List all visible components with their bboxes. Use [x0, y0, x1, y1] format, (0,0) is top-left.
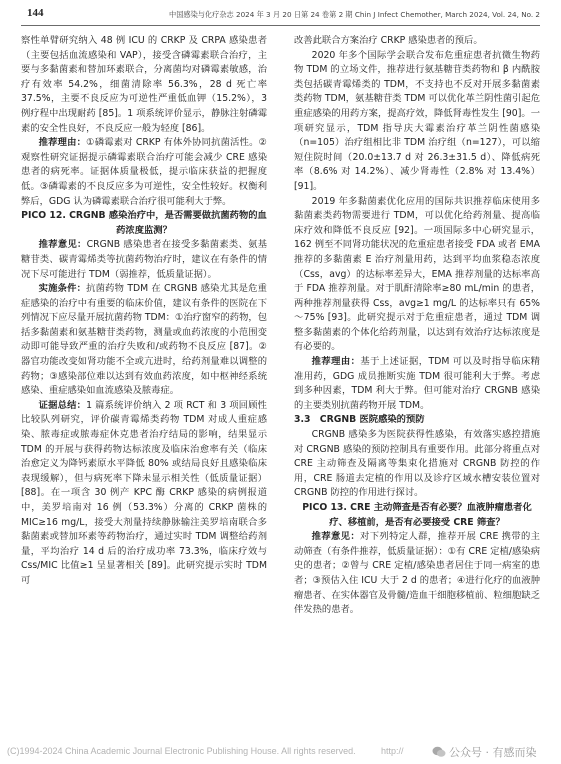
paragraph-text: 抗菌药物 TDM 在 CRGNB 感染尤其是危重症感染的治疗中有重要的临床价值，建议有条件的医院在下列情况下应尽量开展抗菌药物 TDM：①治疗窗窄的药物，包括多黏菌素和氨基糖苷类药物，测量或血药浓度的小范围变动即可能导致严重的治疗失败和/或药物不良反应 [87]。②器官功能改变如肾功能不全或亢进时，给药剂量难以调整的药物；③感染部位难以达到有效血药浓度，如中枢神经系统感染、重症感染如血流感染及脓毒症。 — [21, 283, 267, 397]
copyright-notice: (C)1994-2024 China Academic Journal Electronic Publishing House. All rights reserved. — [7, 746, 356, 756]
page-header — [21, 6, 540, 26]
body-paragraph — [294, 195, 540, 356]
paragraph-text: 改善此联合方案治疗 CRKP 感染患者的预后。 — [294, 35, 483, 46]
right-column — [294, 34, 540, 618]
body-paragraph — [21, 238, 267, 282]
body-paragraph — [294, 530, 540, 618]
paragraph-text: CRGNB 感染多为医院获得性感染，有效落实感控措施对 CRGNB 感染的预防控制具有重要作用。此部分将重点对 CRE 主动筛查及隔离等集束化措施对 CRGNB 防控的作用，CRE 肠道去定植的作用以及诊疗区域水槽安装位置对 CRGNB 防控的作用进行探讨。 — [294, 429, 540, 499]
paragraph-label: 推荐意见： — [311, 531, 361, 543]
body-paragraph — [294, 355, 540, 413]
pico-question: PICO 13. CRE 主动筛查是否有必要？血液肿瘤患者化疗、移植前，是否有必要接受 CRE 筛查？ — [302, 502, 532, 528]
page-footer — [0, 745, 561, 761]
left-column — [21, 34, 267, 589]
body-paragraph — [21, 136, 267, 209]
watermark-text: 公众号 · 有感而染 — [449, 746, 537, 759]
section-heading: 3.3 CRGNB 医院感染的预防 — [294, 414, 425, 426]
paragraph-text: CRGNB 感染患者在接受多黏菌素类、氨基糖苷类、碳青霉烯类等抗菌药物治疗时，建议在有条件的情况下尽可能进行 TDM（弱推荐，低质量证据）。 — [21, 239, 267, 280]
paragraph-text: 基于上述证据，TDM 可以及时指导临床精准用药，GDG 成员推断实施 TDM 很可能利大于弊。考虑到多种因素，TDM 利大于弊。但可能对治疗 CRGNB 感染的主要类别抗菌药物开展 TDM。 — [294, 356, 540, 411]
paragraph-text: 察性单臂研究纳入 48 例 ICU 的 CRKP 及 CRPA 感染患者（主要包括血流感染和 VAP），接受含磷霉素联合治疗，主要与多黏菌素和替加环素联合，分离菌均对磷霉素敏感，治疗有效率 54.2%，细菌清除率 56.3%，28 d 死亡率 37.5%，主要不良反应为可逆性严重低血钾（15.2%），3 例疗程中出现耐药 [85]。1 项系统评价显示，静脉注射磷霉素的安全性良好，不良反应一般为轻度 [86]。 — [21, 35, 267, 134]
paragraph-text: 2019 年多黏菌素优化应用的国际共识推荐临床使用多黏菌素类药物需要进行 TDM，可以优化给药剂量、提高临床疗效和降低不良反应 [92]。一项国际多中心研究显示，162 例至不同肾功能状况的危重症患者接受 FDA 或者 EMA 推荐的多黏菌素 E 治疗剂量用药，达到平均血浆稳态浓度（Css，avg）的达标率差异大，EMA 推荐剂量的达标率高于 FDA 推荐剂量。对于肌酐清除率≥80 mL/min 的患者，两种推荐剂量获得 Css，avg≥1 mg/L 的达标率只有 65%～75% [93]。此研究提示对于危重症患者，通过 TDM 调整多黏菌素的个体化给药剂量，以达到有效治疗达标浓度是有必要的。 — [294, 195, 540, 353]
paragraph-text: 对下列特定人群，推荐开展 CRE 携带的主动筛查（有条件推荐，低质量证据）：①有 CRE 定植/感染病史的患者；②曾与 CRE 定植/感染患者居住于同一病室的患者；③预估入住 ICU 大于 2 d 的患者；④进行化疗的血液肿瘤患者、在实体器官及骨髓/造血干细胞移植前、粒细胞缺乏伴发热的患者。 — [294, 531, 540, 616]
body-paragraph — [294, 428, 540, 501]
footer-url[interactable]: http:// — [381, 746, 404, 756]
body-paragraph — [21, 34, 267, 136]
wechat-watermark — [432, 744, 537, 760]
paragraph-label: 证据总结： — [38, 399, 87, 411]
page-number: 144 — [27, 7, 44, 19]
wechat-icon — [432, 746, 446, 758]
body-paragraph — [21, 282, 267, 399]
paragraph-text: 1 篇系统评价纳入 2 项 RCT 和 3 项回顾性比较队列研究，评价碳青霉烯类药物 TDM 对成人重症感染、脓毒症或脓毒症休克患者治疗结局的影响，结果显示 TDM 的开展与获得药物达标浓度及临床治愈率有关（临床治愈定义为降钙素原水平降低 80% 或结局良好且感染临床表现缓解），但与病死率下降未显示相关性（低质量证据）[88]。在一项含 30 例产 KPC 酶 CRKP 感染的病例报道中，美罗培南对 16 例（53.3%）分离的 CRKP 菌株的 MIC≥16 mg/L，接受大剂量持续静脉输注美罗培南联合多黏菌素或替加环素等药物治疗，通过实时 TDM 调整给药剂量，平均治疗 14 d 后的治疗成功率 73.3%，临床疗效与 Css/MIC 比值≥1 呈显著相关 [89]。此研究提示实时 TDM 可 — [21, 399, 267, 586]
paragraph-text: ①磷霉素对 CRKP 有体外协同抗菌活性。②观察性研究证据提示磷霉素联合治疗可能会减少 CRE 感染患者的病死率。证据体质量极低，提示临床获益的把握度低。③磷霉素的不良反应多为可逆性，安全性较好。权衡利弊后，GDG 认为磷霉素联合治疗很可能利大于弊。 — [21, 137, 267, 207]
paragraph-label: 推荐意见： — [38, 239, 87, 251]
paragraph-label: 实施条件： — [38, 283, 87, 295]
body-paragraph — [294, 49, 540, 195]
paragraph-label: 推荐理由： — [38, 137, 87, 149]
paragraph-label: 推荐理由： — [311, 356, 361, 368]
pico-question: PICO 12. CRGNB 感染治疗中，是否需要做抗菌药物的血药浓度监测？ — [21, 210, 267, 236]
paragraph-text: 2020 年多个国际学会联合发布危重症患者抗微生物药物 TDM 的立场文件，推荐进行氨基糖苷类药物和 β 内酰胺类包括碳青霉烯类的 TDM，不支持也不反对开展多黏菌素类药物 TDM，氨基糖苷类 TDM 可以优化革兰阴性菌引起危重症感染的用药方案，提高疗效，降低肾毒性发生 [90]。一项研究显示，TDM 指导庆大霉素治疗革兰阴性菌感染（n=105）治疗组相比非 TDM 治疗组（n=127），可以缩短住院时间（20.0±13.7 d 对 26.3±31.5 d）、降低病死率（8.6% 对 14.2%）、减少肾毒性（2.8% 对 13.4%）[91]。 — [294, 49, 540, 192]
body-paragraph — [294, 34, 540, 49]
journal-running-title: 中国感染与化疗杂志 2024 年 3 月 20 日第 24 卷第 2 期 Chin J Infect Chemother, March 2024, Vol. 24, No. 2 — [169, 10, 540, 19]
body-paragraph — [21, 399, 267, 589]
